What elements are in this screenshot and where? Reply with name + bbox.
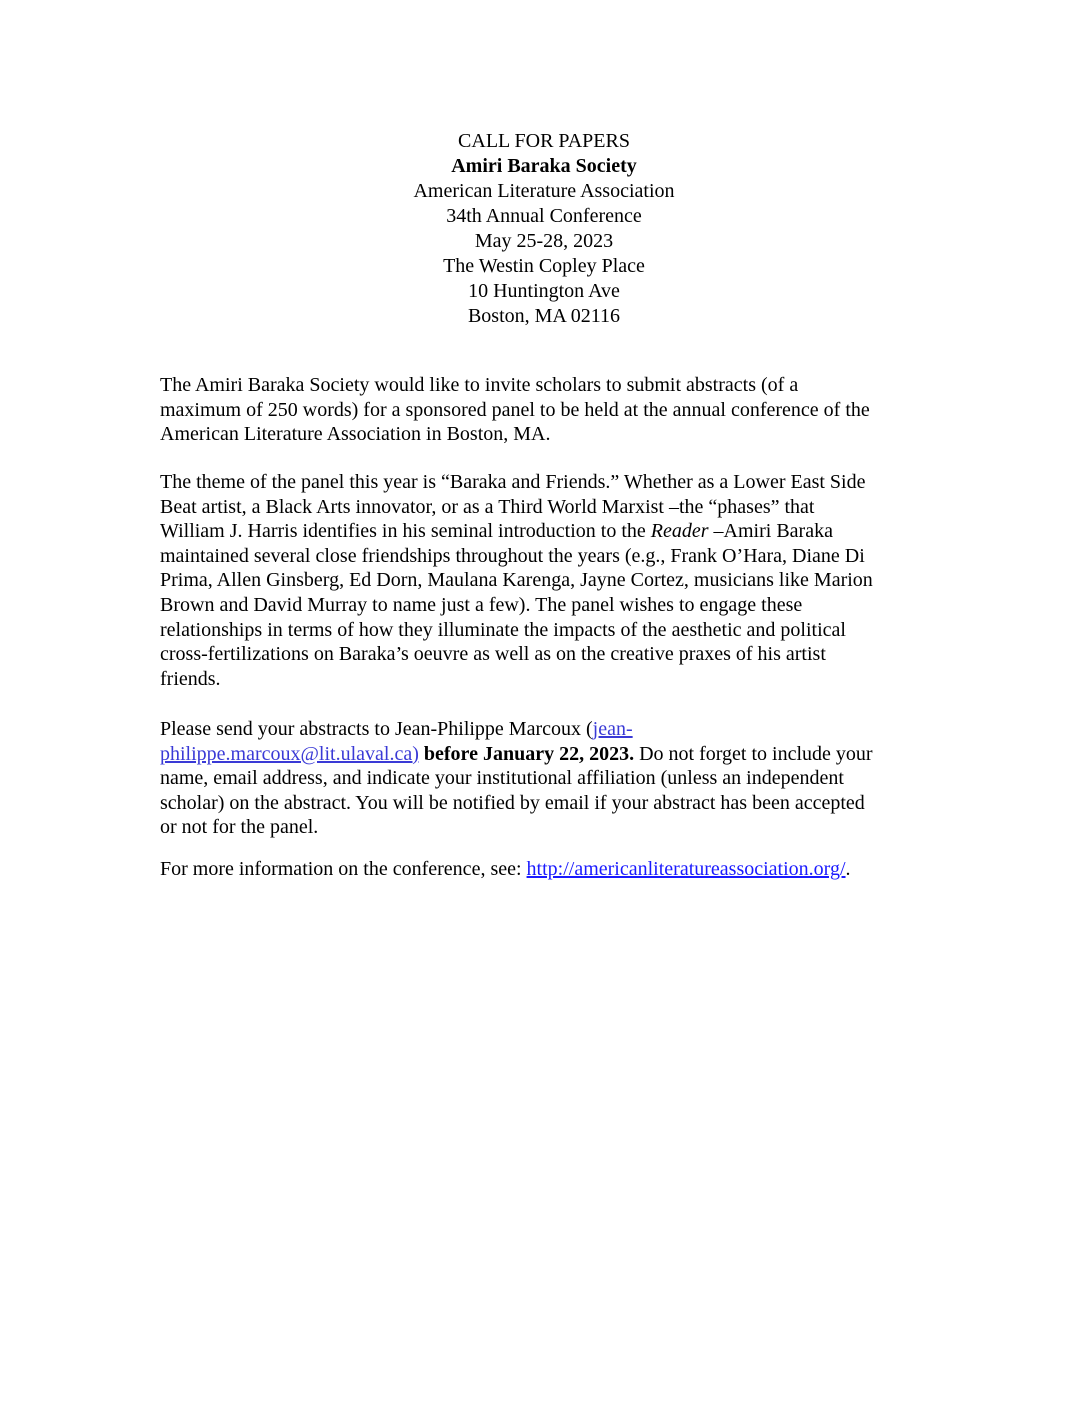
paragraph-line: Brown and David Murray to name just a few). The panel wishes to engage these — [160, 593, 803, 616]
paragraph-line: maintained several close friendships throughout the years (e.g., Frank O’Hara, Diane Di — [160, 544, 865, 567]
paragraph-line — [160, 519, 940, 544]
paragraph-line: or not for the panel. — [160, 816, 319, 839]
paragraph-line: Prima, Allen Ginsberg, Ed Dorn, Maulana Karenga, Jayne Cortez, musicians like Marion — [160, 569, 873, 592]
conference-name: 34th Annual Conference — [446, 205, 642, 227]
paragraph-line: cross-fertilizations on Baraka’s oeuvre as well as on the creative praxes of his artist — [160, 643, 826, 666]
document-header — [0, 129, 1088, 329]
paragraph-line: relationships in terms of how they illuminate the impacts of the aesthetic and political — [160, 618, 846, 641]
text-run: William J. Harris identifies in his seminal introduction to the — [160, 520, 651, 543]
invitation-paragraph — [160, 373, 940, 447]
paragraph-line — [160, 742, 940, 767]
text-run: Please send your abstracts to Jean-Philippe Marcoux ( — [160, 718, 593, 740]
text-run: . — [845, 858, 851, 880]
deadline-text: before January 22, 2023. — [418, 742, 635, 765]
reader-title: Reader — [650, 520, 709, 543]
venue-street: 10 Huntington Ave — [468, 280, 620, 302]
email-link[interactable]: jean- — [592, 718, 633, 740]
conference-dates: May 25-28, 2023 — [474, 230, 614, 252]
theme-paragraph — [160, 470, 940, 691]
venue-city: Boston, MA 02116 — [467, 305, 621, 327]
paragraph-line: Beat artist, a Black Arts innovator, or as a Third World Marxist –the “phases” that — [160, 495, 815, 518]
paragraph-line: The Amiri Baraka Society would like to invite scholars to submit abstracts (of a — [160, 374, 799, 396]
paragraph-line: scholar) on the abstract. You will be notified by email if your abstract has been accepted — [160, 791, 865, 814]
venue-name: The Westin Copley Place — [443, 255, 645, 277]
text-run: For more information on the conference, see: — [160, 858, 527, 880]
submission-paragraph — [160, 717, 940, 840]
paragraph-line: name, email address, and indicate your institutional affiliation (unless an independent — [160, 767, 844, 790]
more-info-paragraph — [160, 857, 940, 882]
association-name: American Literature Association — [413, 180, 675, 202]
text-run: Do not forget to include your — [634, 742, 873, 765]
paragraph-line: American Literature Association in Boston, MA. — [160, 423, 551, 446]
conference-website-link[interactable]: http://americanliteratureassociation.org/ — [526, 858, 846, 880]
call-for-papers-heading: CALL FOR PAPERS — [458, 130, 630, 152]
paragraph-line: maximum of 250 words) for a sponsored panel to be held at the annual conference of the — [160, 398, 870, 421]
society-name: Amiri Baraka Society — [451, 155, 637, 177]
text-run: –Amiri Baraka — [708, 520, 833, 543]
paragraph-line: The theme of the panel this year is “Baraka and Friends.” Whether as a Lower East Side — [160, 471, 866, 493]
paragraph-line — [160, 717, 940, 742]
paragraph-line: friends. — [160, 667, 221, 690]
email-link-continued[interactable]: philippe.marcoux@lit.ulaval.ca) — [160, 742, 419, 765]
paragraph-line — [160, 857, 940, 882]
